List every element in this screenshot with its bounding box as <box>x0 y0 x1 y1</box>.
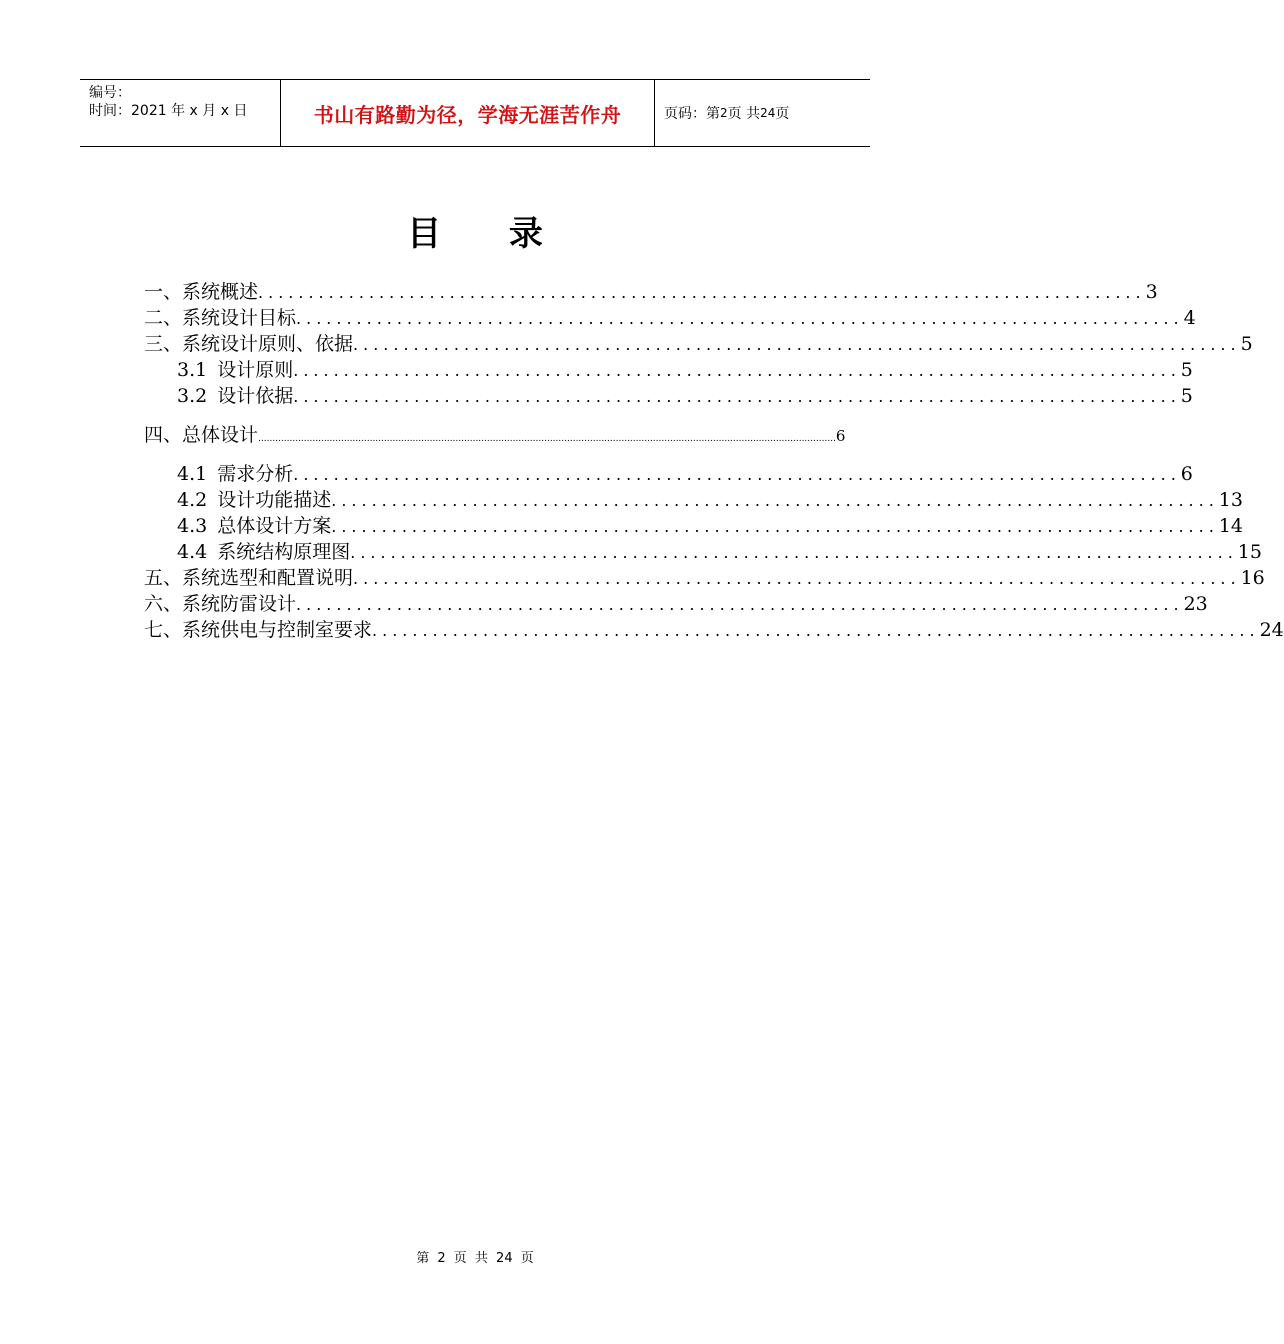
toc-entry-label: 二、系统设计目标 <box>144 307 297 329</box>
toc-entry[interactable] <box>144 329 1253 355</box>
toc-entry-number: 3.2 <box>177 385 208 407</box>
toc-entry[interactable] <box>177 485 1243 511</box>
toc-entry-label: 一、系统概述 <box>144 281 259 303</box>
toc-entry-label: 设计功能描述 <box>217 489 332 511</box>
toc-entry-label: 六、系统防雷设计 <box>144 593 297 615</box>
time-label: 时间：2021 年 x 月 x 日 <box>89 103 248 119</box>
motto-text: 书山有路勤为径，学海无涯苦作舟 <box>313 102 622 127</box>
toc-leader-dots: ........................................................................................ <box>331 517 1219 536</box>
toc-leader-dots: ........................................................................................ <box>293 361 1181 380</box>
toc-entry-label: 总体设计方案 <box>217 515 332 537</box>
toc-entry-label: 七、系统供电与控制室要求 <box>144 619 373 641</box>
toc-entry-page: 16 <box>1240 567 1265 589</box>
toc-entry-label: 系统结构原理图 <box>217 541 351 563</box>
page-current: 2 <box>720 106 728 120</box>
toc-entry-page: 3 <box>1145 281 1158 303</box>
toc-leader-dots: ........................................................................................ <box>350 543 1238 562</box>
toc-entry-number: 4.2 <box>177 489 208 511</box>
page-footer: 第 2 页 共 24 页 <box>416 1251 534 1266</box>
toc-entry-page: 6 <box>835 427 846 445</box>
page-mid: 页 共 <box>727 106 761 122</box>
toc-title: 目 录 <box>407 214 571 254</box>
toc-entry-number: 4.3 <box>177 515 208 537</box>
toc-entry-label: 设计原则 <box>217 359 294 381</box>
toc-entry[interactable] <box>177 381 1193 407</box>
toc-entry[interactable] <box>144 303 1196 329</box>
toc-leader-dots: ........................................................................................ <box>296 309 1184 328</box>
toc-leader-dots: ........................................................................................ <box>353 569 1241 588</box>
toc-entry-page: 23 <box>1183 593 1208 615</box>
header-page-cell <box>655 80 870 146</box>
toc-entry-number: 4.4 <box>177 541 208 563</box>
page-prefix: 页码：第 <box>664 106 720 122</box>
toc-leader-dots: ........................................................................................ <box>293 465 1181 484</box>
toc-entry[interactable] <box>144 589 1208 615</box>
page-suffix: 页 <box>775 106 790 122</box>
toc-entry[interactable] <box>177 459 1193 485</box>
toc-leader-dots: .......................................................................................................................................................................................................... <box>258 434 836 444</box>
toc-entry-page: 5 <box>1180 359 1193 381</box>
header-motto-cell <box>281 80 655 146</box>
toc-entry-page: 24 <box>1259 619 1284 641</box>
document-header <box>80 79 870 147</box>
toc-entry-page: 14 <box>1218 515 1243 537</box>
header-meta-cell <box>80 80 281 146</box>
toc-leader-dots: ........................................................................................ <box>353 335 1241 354</box>
toc-entry-label: 三、系统设计原则、依据 <box>144 333 354 355</box>
toc-entry-page: 13 <box>1218 489 1243 511</box>
toc-entry-page: 15 <box>1237 541 1262 563</box>
toc-leader-dots: ........................................................................................ <box>258 283 1146 302</box>
toc-entry[interactable] <box>144 563 1265 589</box>
serial-label: 编号： <box>89 85 131 101</box>
toc-leader-dots: ........................................................................................ <box>296 595 1184 614</box>
toc-leader-dots: ........................................................................................ <box>293 387 1181 406</box>
toc-entry-label: 五、系统选型和配置说明 <box>144 567 354 589</box>
toc-entry[interactable] <box>177 537 1262 563</box>
toc-entry-page: 6 <box>1180 463 1193 485</box>
toc-entry[interactable] <box>144 420 846 446</box>
toc-entry-number: 3.1 <box>177 359 208 381</box>
toc-entry-page: 4 <box>1183 307 1196 329</box>
toc-entry[interactable] <box>144 277 1158 303</box>
toc-entry[interactable] <box>177 511 1243 537</box>
toc-entry-label: 四、总体设计 <box>144 424 259 446</box>
toc-entry-page: 5 <box>1180 385 1193 407</box>
toc-leader-dots: ........................................................................................ <box>331 491 1219 510</box>
toc-entry[interactable] <box>177 355 1193 381</box>
toc-leader-dots: ........................................................................................ <box>372 621 1260 640</box>
page-total: 24 <box>760 106 776 120</box>
toc-entry-label: 需求分析 <box>217 463 294 485</box>
toc-entry-number: 4.1 <box>177 463 208 485</box>
toc-entry-page: 5 <box>1240 333 1253 355</box>
toc-entry-label: 设计依据 <box>217 385 294 407</box>
toc-entry[interactable] <box>144 615 1284 641</box>
